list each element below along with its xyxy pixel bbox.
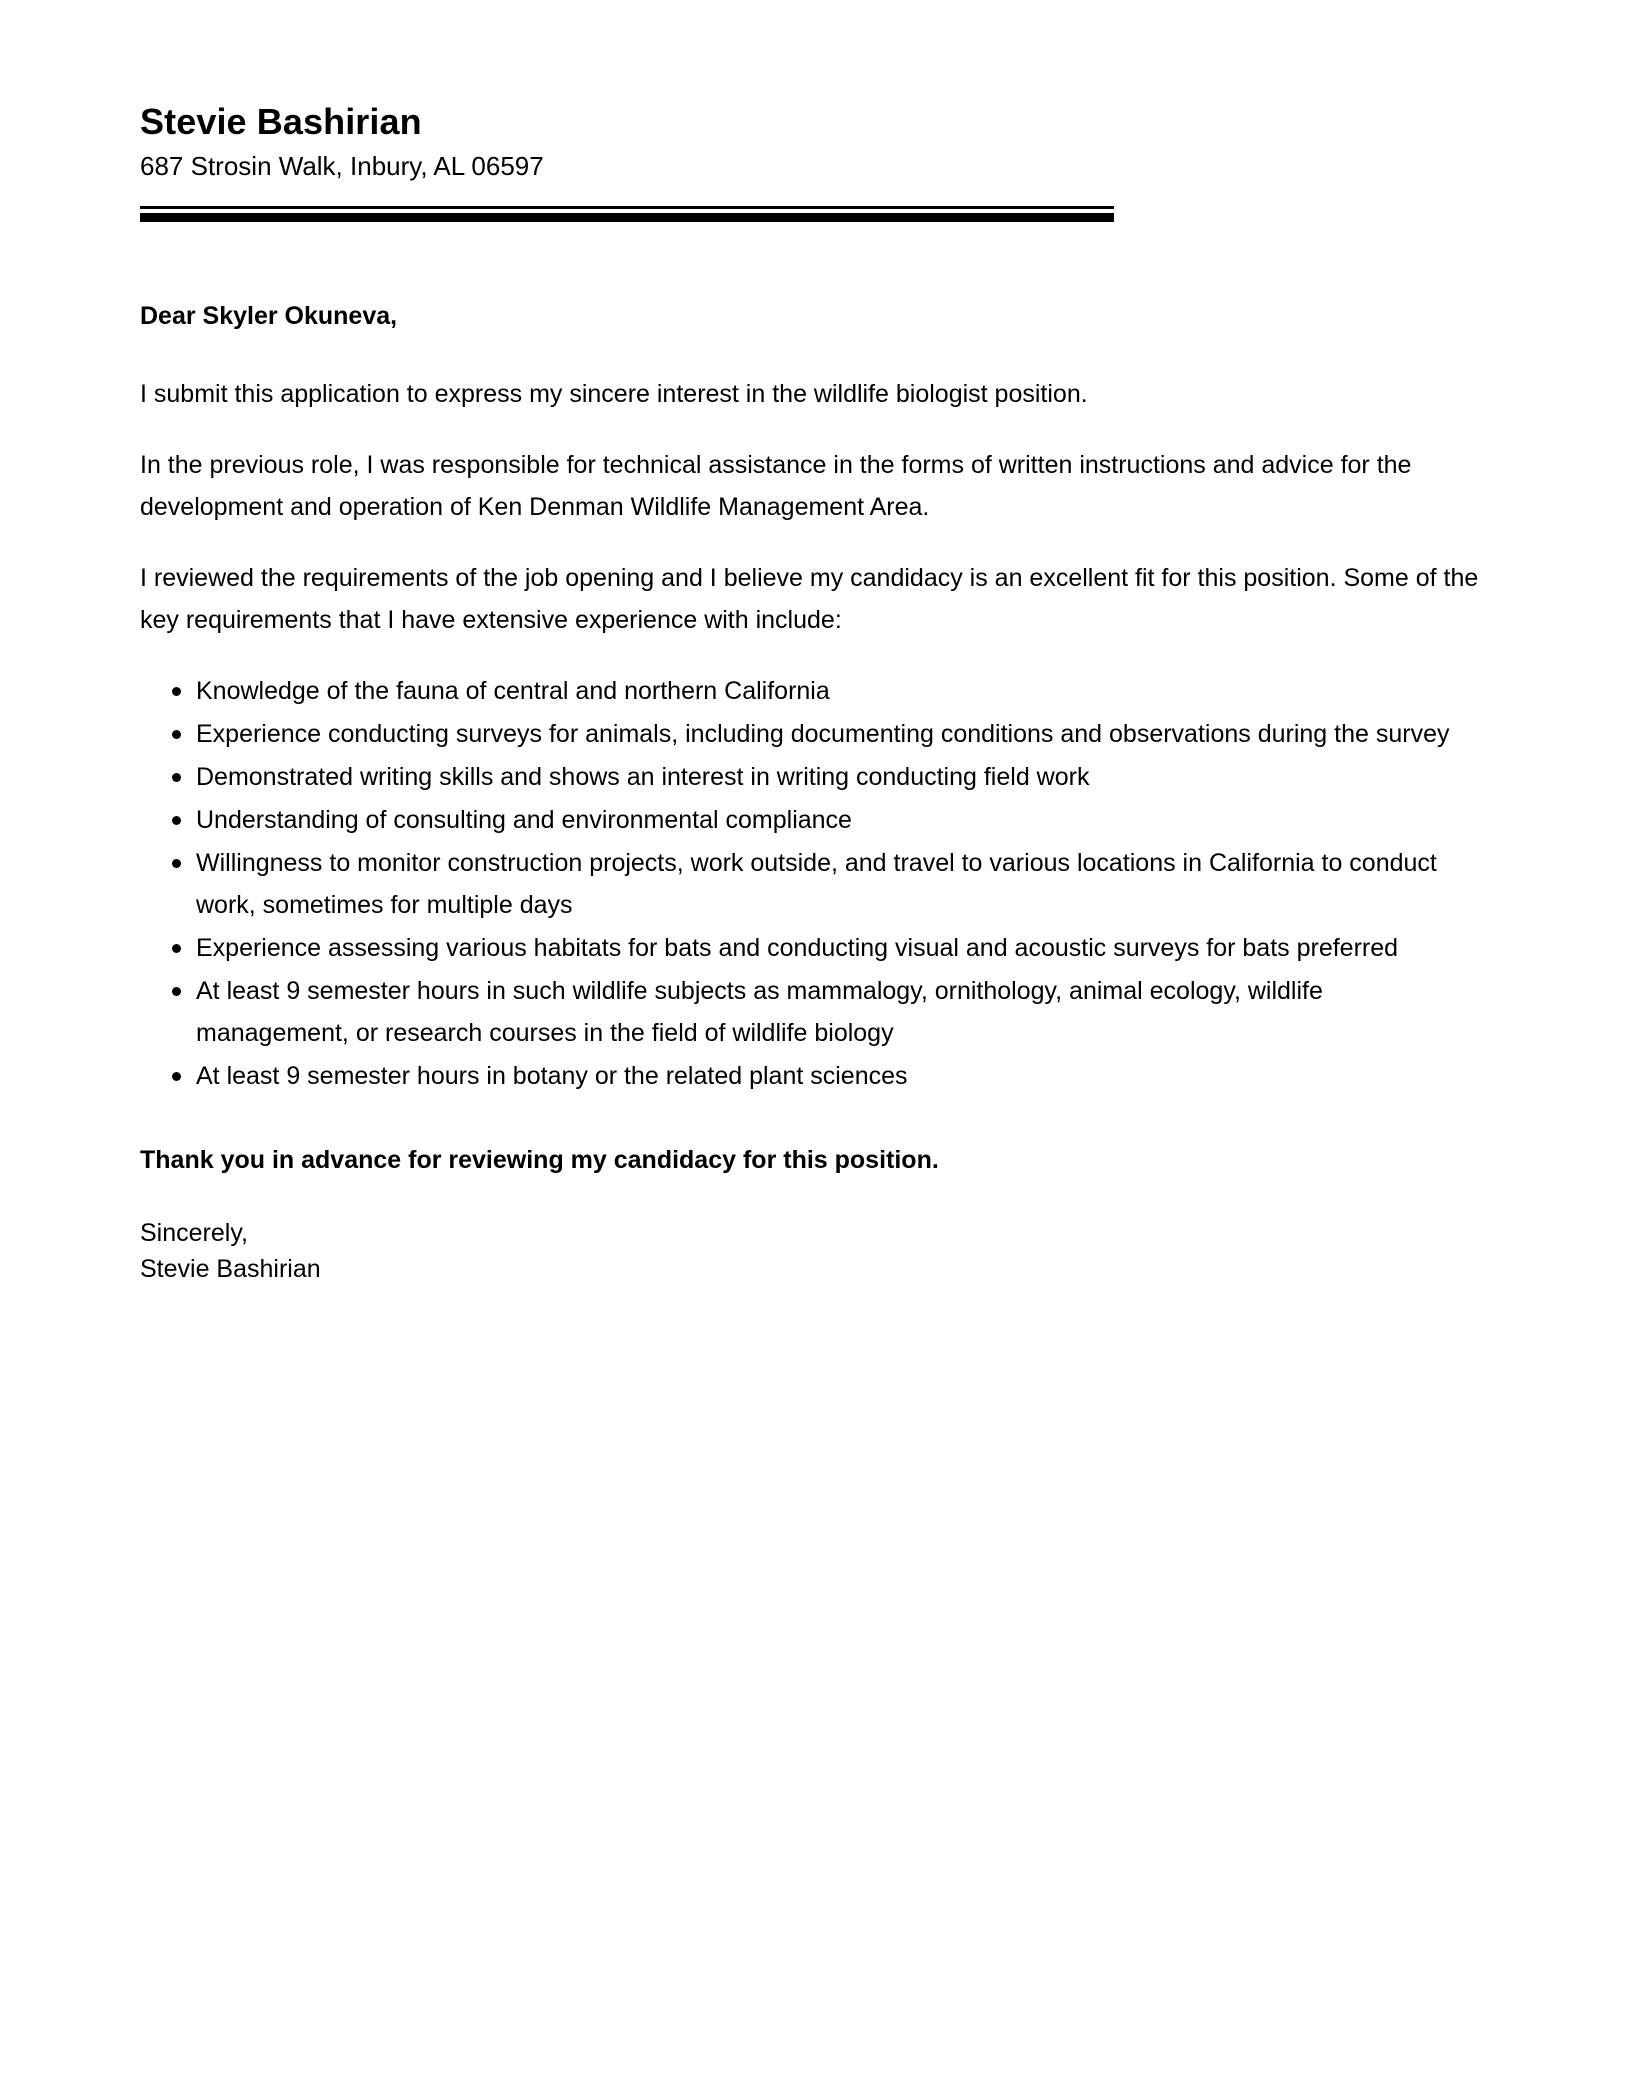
signature-block bbox=[140, 1216, 1480, 1287]
signature-name: Stevie Bashirian bbox=[140, 1254, 321, 1283]
salutation: Dear Skyler Okuneva, bbox=[140, 302, 398, 331]
list-item: At least 9 semester hours in botany or the related plant sciences bbox=[140, 1055, 1480, 1097]
applicant-name-heading: Stevie Bashirian bbox=[140, 101, 422, 142]
list-item: Experience assessing various habitats for bats and conducting visual and acoustic surveys for bats preferred bbox=[140, 927, 1480, 969]
requirements-list bbox=[140, 670, 1480, 1097]
requirements-intro-paragraph: I reviewed the requirements of the job opening and I believe my candidacy is an excellent fit for this position. Some of the key requirements that I have extensive experience with include: bbox=[140, 563, 1479, 634]
experience-paragraph: In the previous role, I was responsible for technical assistance in the forms of written instructions and advice for the development and operation of Ken Denman Wildlife Management Area. bbox=[140, 450, 1412, 521]
closing-word: Sincerely, bbox=[140, 1219, 248, 1248]
applicant-address: 687 Strosin Walk, Inbury, AL 06597 bbox=[140, 150, 544, 181]
list-item: Knowledge of the fauna of central and northern California bbox=[140, 670, 1480, 712]
list-item: Demonstrated writing skills and shows an interest in writing conducting field work bbox=[140, 756, 1480, 798]
letter-body bbox=[140, 298, 1480, 1287]
letterhead bbox=[140, 100, 1480, 222]
divider-thick-rule bbox=[140, 213, 1114, 222]
thank-you-line: Thank you in advance for reviewing my candidacy for this position. bbox=[140, 1145, 939, 1174]
list-item: Experience conducting surveys for animals, including documenting conditions and observations during the survey bbox=[140, 713, 1480, 755]
intro-paragraph: I submit this application to express my sincere interest in the wildlife biologist position. bbox=[140, 379, 1088, 408]
list-item: At least 9 semester hours in such wildlife subjects as mammalogy, ornithology, animal ecology, wildlife management, or research courses in the field of wildlife biology bbox=[140, 970, 1480, 1054]
list-item: Understanding of consulting and environmental compliance bbox=[140, 799, 1480, 841]
list-item: Willingness to monitor construction projects, work outside, and travel to various locations in California to conduct work, sometimes for multiple days bbox=[140, 842, 1480, 926]
header-divider bbox=[140, 206, 1114, 222]
